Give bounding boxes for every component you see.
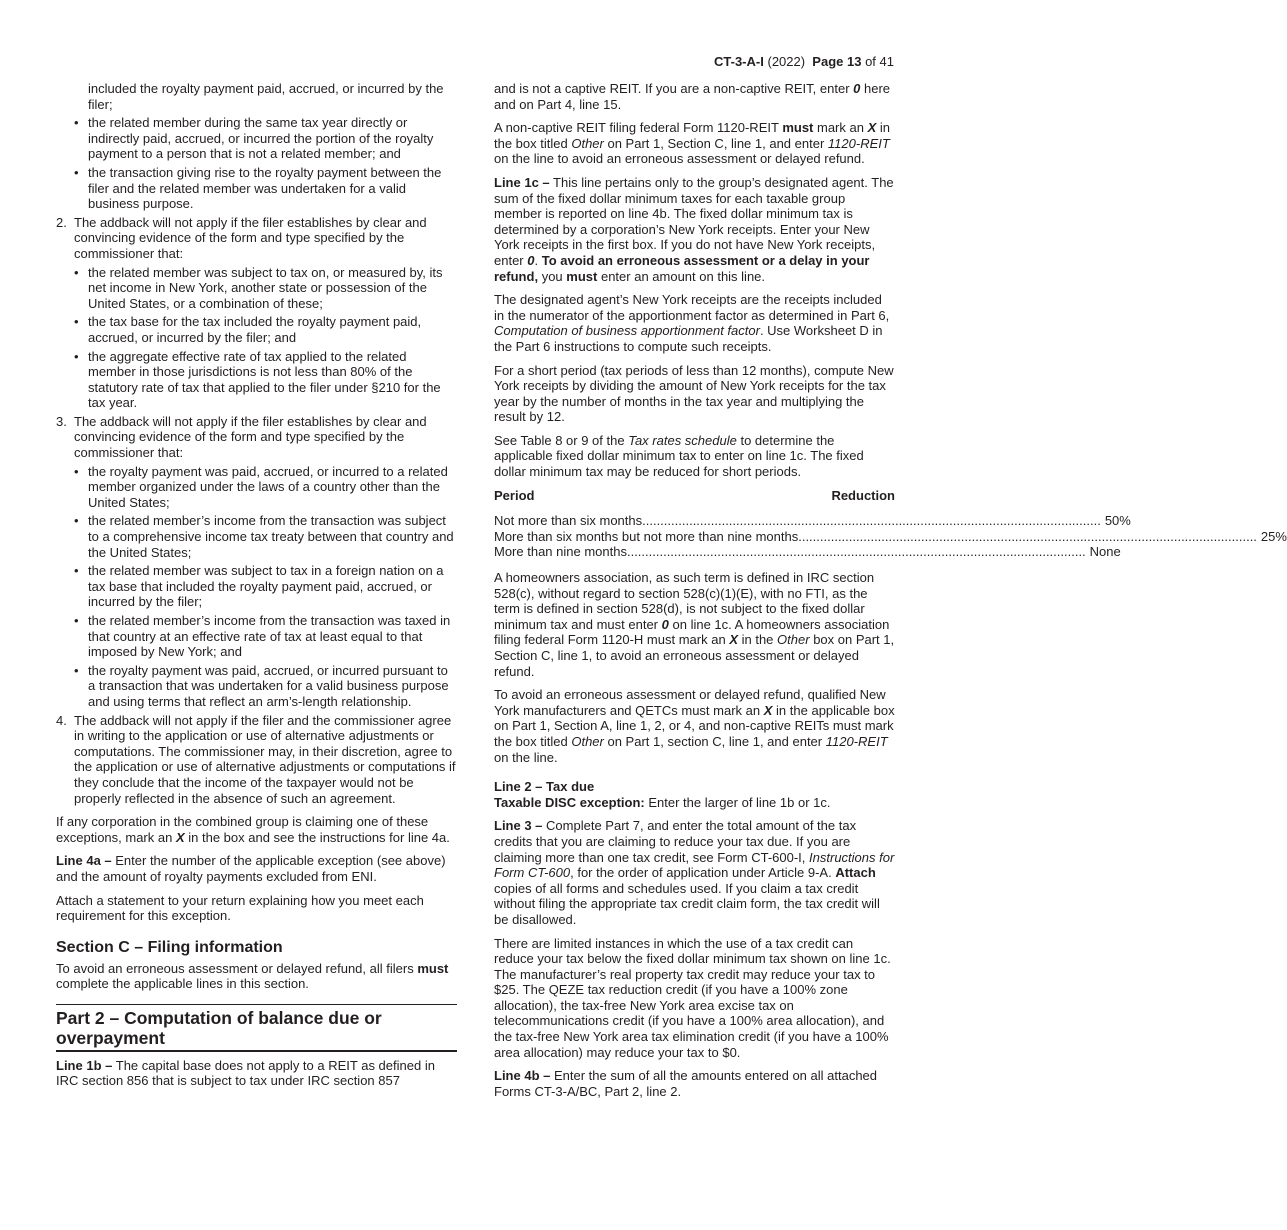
bullet-item: • the royalty payment was paid, accrued, or incurred to a related member organized under the laws of a country other than the United States; <box>56 464 457 511</box>
attach-statement-paragraph: Attach a statement to your return explaining how you meet each requirement for this exception. <box>56 892 424 924</box>
section-c-title: Section C – Filing information <box>56 938 283 956</box>
line-2-heading: Line 2 – Tax due <box>494 779 595 795</box>
bullet-item: • the transaction giving rise to the royalty payment between the filer and the related member was undertaken for a valid business purpose. <box>56 165 457 212</box>
reit-paragraph: and is not a captive REIT. If you are a non-captive REIT, enter 0 here and on Part 4, line 15. <box>494 81 891 112</box>
reduction-table <box>494 487 1287 560</box>
line-4b-paragraph: Line 4b – Enter the sum of all the amounts entered on all attached Forms CT-3-A/BC, Part 2, line 2. <box>494 1068 878 1099</box>
bullet-item: • the related member’s income from the transaction was taxed in that country at an effective rate of tax at least equal to that imposed by New York; and <box>56 613 457 660</box>
line-4a-paragraph: Line 4a – Enter the number of the applicable exception (see above) and the amount of royalty payments excluded from ENI. <box>56 853 446 884</box>
bullet-item: • the related member during the same tax year directly or indirectly paid, accrued, or incurred the portion of the royalty payment to a person that is not a related member; and <box>56 115 457 162</box>
reduction-header: Reduction <box>831 487 895 503</box>
continued-bullet: included the royalty payment paid, accrued, or incurred by the filer; <box>88 81 444 112</box>
form-number: CT-3-A-I <box>714 54 764 69</box>
form-year: (2022) <box>767 54 806 69</box>
part-2-title: Part 2 – Computation of balance due or overpayment <box>56 1004 457 1052</box>
right-column <box>494 81 1287 1107</box>
section-c-paragraph: To avoid an erroneous assessment or delayed refund, all filers must complete the applicable lines in this section. <box>56 960 449 992</box>
page-header <box>714 54 894 70</box>
reduction-table-header <box>494 488 895 504</box>
short-period-paragraph: For a short period (tax periods of less than 12 months), compute New York receipts by dividing the amount of New York receipts for the tax year by the number of months in the tax year and multiplying the result by 12. <box>494 362 894 425</box>
table-reference-paragraph: See Table 8 or 9 of the Tax rates schedule to determine the applicable fixed dollar minimum tax to enter on line 1c. The fixed dollar minimum tax may be reduced for short periods. <box>494 432 864 480</box>
table-row: More than six months but not more than nine months ............................................................................................................................... 25% <box>494 528 1287 544</box>
bullet-item: • the related member’s income from the transaction was subject to a comprehensive income tax treaty between that country and the United States; <box>56 513 457 560</box>
homeowners-association-paragraph: A homeowners association, as such term is defined in IRC section 528(c), without regard to section 528(c)(1)(E), with no FTI, as the term is defined in section 528(d), is not subject to the fixed dollar minimum tax and must enter 0 on line 1c. A homeowners association filing federal Form 1120-H must mark an X in the Other box on Part 1, Section C, line 1, to avoid an erroneous assessment or delayed refund. <box>494 570 895 679</box>
bullet-item: • the tax base for the tax included the royalty payment paid, accrued, or incurred by the filer; and <box>56 314 457 345</box>
bullet-item: • the aggregate effective rate of tax applied to the related member in those jurisdictions is not less than 80% of the statutory rate of tax that applied to the filer under §210 for the tax year. <box>56 349 457 411</box>
bullet-item: • the royalty payment was paid, accrued, or incurred pursuant to a transaction that was undertaken for a valid business purpose and using terms that reflect an arm’s-length relationship. <box>56 663 457 710</box>
bullet-item: • the related member was subject to tax in a foreign nation on a tax base that included the royalty payment paid, accrued, or incurred by the filer; <box>56 563 457 610</box>
numbered-item-3: 3. The addback will not apply if the filer establishes by clear and convincing evidence of the form and type specified by the commissioner that: <box>56 413 427 461</box>
table-row: More than nine months ............................................................................................................................... None <box>494 544 1121 560</box>
page-number: Page 13 <box>812 54 862 69</box>
line-3-paragraph: Line 3 – Complete Part 7, and enter the total amount of the tax credits that you are claiming to reduce your tax due. If you are claiming more than one tax credit, see Form CT-600-I, Instructions for Form CT-600, for the order of application under Article 9-A. Attach copies of all forms and schedules used. If you claim a tax credit without filing the appropriate tax credit claim form, the tax credit will be disallowed. <box>494 818 895 927</box>
numbered-item-4: 4. The addback will not apply if the filer and the commissioner agree in writing to the application or use of alternative adjustments or computations. The commissioner may, in their discretion, agree to the application or use of alternative adjustments or computations if they conclude that the income of the taxpayer would not be properly reflected in the absence of such an agreement. <box>56 712 456 806</box>
bullet-item: • the related member was subject to tax on, or measured by, its net income in New York, another state or possession of the United States, or a combination of these; <box>56 265 457 312</box>
numbered-item-2: 2. The addback will not apply if the filer establishes by clear and convincing evidence of the form and type specified by the commissioner that: <box>56 214 427 261</box>
exception-claim-paragraph: If any corporation in the combined group is claiming one of these exceptions, mark an X in the box and see the instructions for line 4a. <box>56 814 450 845</box>
tax-credit-limits-paragraph: There are limited instances in which the use of a tax credit can reduce your tax below the fixed dollar minimum tax shown on line 1c. The manufacturer’s real property tax credit may reduce your tax to $25. The QEZE tax reduction credit (if you have a 100% zone allocation), the tax-free New York area excise tax on telecommunications credit (if you have a 100% area allocation), and the tax-free New York area tax elimination credit (if you have a 100% area allocation) may reduce your tax to $0. <box>494 935 891 1060</box>
non-captive-reit-paragraph: A non-captive REIT filing federal Form 1120-REIT must mark an X in the box titled Other on Part 1, Section C, line 1, and enter 1120-REIT on the line to avoid an erroneous assessment or delayed refund. <box>494 120 891 167</box>
table-row: Not more than six months ............................................................................................................................... 50% <box>494 513 1131 529</box>
ny-receipts-paragraph: The designated agent’s New York receipts are the receipts included in the numerator of the apportionment factor as determined in Part 6, Computation of business apportionment factor. Use Worksheet D in the Part 6 instructions to compute such receipts. <box>494 292 890 354</box>
left-column <box>56 81 457 1097</box>
taxable-disc-paragraph: Taxable DISC exception: Enter the larger of line 1b or 1c. <box>494 794 831 810</box>
manufacturers-paragraph: To avoid an erroneous assessment or delayed refund, qualified New York manufacturers and QETCs must mark an X in the applicable box on Part 1, Section A, line 1, 2, or 4, and non-captive REITs must mark the box titled Other on Part 1, section C, line 1, and enter 1120-REIT on the line. <box>494 687 895 765</box>
line-1b-paragraph: Line 1b – The capital base does not apply to a REIT as defined in IRC section 856 that is subject to tax under IRC section 857 <box>56 1057 435 1089</box>
period-header: Period <box>494 487 535 503</box>
page-total: of 41 <box>865 54 894 69</box>
line-1c-paragraph: Line 1c – This line pertains only to the group’s designated agent. The sum of the fixed dollar minimum taxes for each taxable group member is reported on line 4b. The fixed dollar minimum tax is determined by a corporation’s New York receipts. Enter your New York receipts in the first box. If you do not have New York receipts, enter 0. To avoid an erroneous assessment or a delay in your refund, you must enter an amount on this line. <box>494 174 894 284</box>
